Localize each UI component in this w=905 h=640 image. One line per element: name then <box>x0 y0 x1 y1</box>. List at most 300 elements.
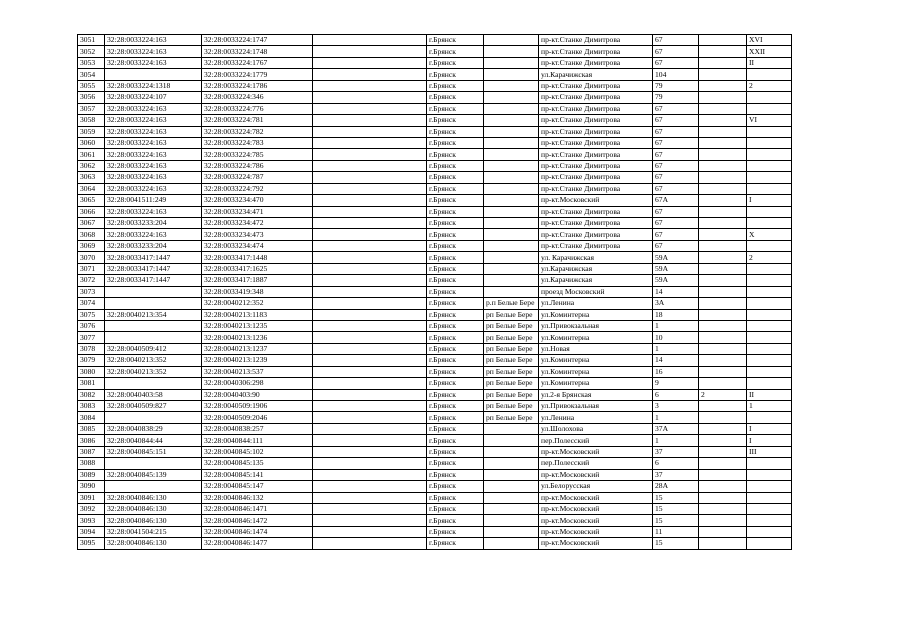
row-number: 3055 <box>78 80 105 91</box>
row-number: 3054 <box>78 69 105 80</box>
house-number-cell: 67 <box>653 206 699 217</box>
row-number: 3077 <box>78 332 105 343</box>
table-row <box>78 458 792 469</box>
premises-cell: II <box>747 57 792 68</box>
cadastral-number: 32:28:0033417:1448 <box>202 252 313 263</box>
row-number: 3079 <box>78 355 105 366</box>
city-cell: г.Брянск <box>427 160 484 171</box>
name-cell <box>313 286 427 297</box>
premises-cell <box>747 332 792 343</box>
house-number-cell: 79 <box>653 92 699 103</box>
city-cell: г.Брянск <box>427 275 484 286</box>
parent-cadastral-number: 32:28:0033224:163 <box>105 103 202 114</box>
settlement-cell <box>484 458 539 469</box>
name-cell <box>313 412 427 423</box>
premises-cell <box>747 492 792 503</box>
house-number-cell: 1 <box>653 435 699 446</box>
premises-cell: X <box>747 229 792 240</box>
cadastral-number: 32:28:0033224:776 <box>202 103 313 114</box>
cadastral-number: 32:28:0040845:141 <box>202 469 313 480</box>
row-number: 3081 <box>78 378 105 389</box>
city-cell: г.Брянск <box>427 252 484 263</box>
house-number-cell: 67 <box>653 172 699 183</box>
cadastral-number: 32:28:0033417:1887 <box>202 275 313 286</box>
table-row <box>78 183 792 194</box>
settlement-cell <box>484 137 539 148</box>
row-number: 3083 <box>78 401 105 412</box>
settlement-cell <box>484 46 539 57</box>
row-number: 3082 <box>78 389 105 400</box>
street-cell: пр-кт.Станке Димитрова <box>539 57 653 68</box>
building-cell <box>699 263 747 274</box>
cadastral-number: 32:28:0040844:111 <box>202 435 313 446</box>
parent-cadastral-number: 32:28:0033224:163 <box>105 229 202 240</box>
premises-cell: 1 <box>747 401 792 412</box>
building-cell <box>699 286 747 297</box>
street-cell: пр-кт.Станке Димитрова <box>539 218 653 229</box>
name-cell <box>313 137 427 148</box>
city-cell: г.Брянск <box>427 286 484 297</box>
premises-cell <box>747 412 792 423</box>
cadastral-number: 32:28:0033224:785 <box>202 149 313 160</box>
street-cell: пр-кт.Станке Димитрова <box>539 80 653 91</box>
table-row <box>78 446 792 457</box>
parent-cadastral-number: 32:28:0033233:204 <box>105 218 202 229</box>
parent-cadastral-number: 32:28:0033224:163 <box>105 126 202 137</box>
name-cell <box>313 526 427 537</box>
parent-cadastral-number: 32:28:0040845:139 <box>105 469 202 480</box>
parent-cadastral-number: 32:28:0040213:354 <box>105 309 202 320</box>
row-number: 3084 <box>78 412 105 423</box>
row-number: 3074 <box>78 298 105 309</box>
premises-cell: II <box>747 389 792 400</box>
settlement-cell <box>484 538 539 549</box>
row-number: 3069 <box>78 240 105 251</box>
parent-cadastral-number: 32:28:0041511:249 <box>105 195 202 206</box>
row-number: 3088 <box>78 458 105 469</box>
settlement-cell <box>484 286 539 297</box>
parent-cadastral-number: 32:28:0033224:163 <box>105 137 202 148</box>
parent-cadastral-number: 32:28:0033224:163 <box>105 160 202 171</box>
name-cell <box>313 115 427 126</box>
table-row <box>78 526 792 537</box>
house-number-cell: 67 <box>653 149 699 160</box>
parent-cadastral-number: 32:28:0040213:352 <box>105 366 202 377</box>
cadastral-number: 32:28:0040846:1477 <box>202 538 313 549</box>
table-row <box>78 92 792 103</box>
table-row <box>78 492 792 503</box>
cadastral-number: 32:28:0033234:470 <box>202 195 313 206</box>
parent-cadastral-number: 32:28:0033417:1447 <box>105 252 202 263</box>
premises-cell <box>747 481 792 492</box>
house-number-cell: 15 <box>653 503 699 514</box>
row-number: 3061 <box>78 149 105 160</box>
street-cell: ул.Коминтерна <box>539 309 653 320</box>
house-number-cell: 37 <box>653 469 699 480</box>
city-cell: г.Брянск <box>427 378 484 389</box>
building-cell <box>699 298 747 309</box>
building-cell <box>699 469 747 480</box>
street-cell: ул.2-я Брянская <box>539 389 653 400</box>
house-number-cell: 1 <box>653 412 699 423</box>
table-row <box>78 423 792 434</box>
settlement-cell <box>484 183 539 194</box>
house-number-cell: 28А <box>653 481 699 492</box>
city-cell: г.Брянск <box>427 366 484 377</box>
city-cell: г.Брянск <box>427 183 484 194</box>
street-cell: пр-кт.Московский <box>539 469 653 480</box>
row-number: 3093 <box>78 515 105 526</box>
row-number: 3053 <box>78 57 105 68</box>
building-cell <box>699 320 747 331</box>
cadastral-number: 32:28:0040213:1239 <box>202 355 313 366</box>
settlement-cell <box>484 126 539 137</box>
table-row <box>78 115 792 126</box>
table-row <box>78 515 792 526</box>
street-cell: ул.Коминтерна <box>539 378 653 389</box>
building-cell <box>699 115 747 126</box>
city-cell: г.Брянск <box>427 503 484 514</box>
settlement-cell: рп Белые Бере <box>484 366 539 377</box>
street-cell: ул.Коминтерна <box>539 355 653 366</box>
city-cell: г.Брянск <box>427 137 484 148</box>
street-cell: ул.Ленина <box>539 412 653 423</box>
settlement-cell <box>484 80 539 91</box>
table-row <box>78 137 792 148</box>
premises-cell <box>747 172 792 183</box>
name-cell <box>313 423 427 434</box>
city-cell: г.Брянск <box>427 389 484 400</box>
premises-cell <box>747 458 792 469</box>
house-number-cell: 67 <box>653 218 699 229</box>
house-number-cell: 59А <box>653 252 699 263</box>
parent-cadastral-number: 32:28:0033224:163 <box>105 206 202 217</box>
building-cell <box>699 252 747 263</box>
cadastral-number: 32:28:0033419:348 <box>202 286 313 297</box>
table-row <box>78 57 792 68</box>
building-cell <box>699 332 747 343</box>
table-row <box>78 172 792 183</box>
row-number: 3066 <box>78 206 105 217</box>
name-cell <box>313 252 427 263</box>
building-cell <box>699 458 747 469</box>
premises-cell <box>747 515 792 526</box>
settlement-cell <box>484 240 539 251</box>
name-cell <box>313 149 427 160</box>
city-cell: г.Брянск <box>427 92 484 103</box>
parent-cadastral-number <box>105 481 202 492</box>
premises-cell: XXII <box>747 46 792 57</box>
building-cell <box>699 378 747 389</box>
house-number-cell: 59А <box>653 263 699 274</box>
street-cell: пр-кт.Станке Димитрова <box>539 206 653 217</box>
settlement-cell: рп Белые Бере <box>484 309 539 320</box>
parent-cadastral-number <box>105 458 202 469</box>
city-cell: г.Брянск <box>427 126 484 137</box>
row-number: 3064 <box>78 183 105 194</box>
premises-cell <box>747 92 792 103</box>
settlement-cell <box>484 526 539 537</box>
city-cell: г.Брянск <box>427 195 484 206</box>
row-number: 3059 <box>78 126 105 137</box>
settlement-cell <box>484 252 539 263</box>
settlement-cell <box>484 92 539 103</box>
table-row <box>78 355 792 366</box>
building-cell <box>699 103 747 114</box>
row-number: 3071 <box>78 263 105 274</box>
row-number: 3056 <box>78 92 105 103</box>
name-cell <box>313 389 427 400</box>
settlement-cell <box>484 263 539 274</box>
table-row <box>78 538 792 549</box>
name-cell <box>313 46 427 57</box>
name-cell <box>313 103 427 114</box>
city-cell: г.Брянск <box>427 446 484 457</box>
cadastral-number: 32:28:0040212:352 <box>202 298 313 309</box>
building-cell <box>699 206 747 217</box>
row-number: 3060 <box>78 137 105 148</box>
street-cell: ул.Белорусская <box>539 481 653 492</box>
row-number: 3057 <box>78 103 105 114</box>
street-cell: ул.Коминтерна <box>539 332 653 343</box>
building-cell <box>699 355 747 366</box>
street-cell: пр-кт.Станке Димитрова <box>539 92 653 103</box>
building-cell <box>699 149 747 160</box>
city-cell: г.Брянск <box>427 218 484 229</box>
table-row <box>78 332 792 343</box>
house-number-cell: 67 <box>653 103 699 114</box>
house-number-cell: 67А <box>653 195 699 206</box>
parent-cadastral-number: 32:28:0040845:151 <box>105 446 202 457</box>
table-row <box>78 435 792 446</box>
table-row <box>78 206 792 217</box>
building-cell <box>699 35 747 46</box>
city-cell: г.Брянск <box>427 355 484 366</box>
city-cell: г.Брянск <box>427 481 484 492</box>
name-cell <box>313 57 427 68</box>
parent-cadastral-number: 32:28:0040844:44 <box>105 435 202 446</box>
name-cell <box>313 538 427 549</box>
street-cell: ул.Привокзальная <box>539 320 653 331</box>
name-cell <box>313 298 427 309</box>
name-cell <box>313 343 427 354</box>
table-row <box>78 503 792 514</box>
premises-cell: I <box>747 435 792 446</box>
cadastral-number: 32:28:0040845:135 <box>202 458 313 469</box>
building-cell <box>699 503 747 514</box>
name-cell <box>313 435 427 446</box>
building-cell <box>699 218 747 229</box>
name-cell <box>313 183 427 194</box>
settlement-cell: рп Белые Бере <box>484 332 539 343</box>
row-number: 3094 <box>78 526 105 537</box>
city-cell: г.Брянск <box>427 458 484 469</box>
settlement-cell <box>484 115 539 126</box>
premises-cell <box>747 126 792 137</box>
building-cell <box>699 366 747 377</box>
name-cell <box>313 320 427 331</box>
table-row <box>78 218 792 229</box>
city-cell: г.Брянск <box>427 103 484 114</box>
premises-cell <box>747 378 792 389</box>
street-cell: пр-кт.Станке Димитрова <box>539 240 653 251</box>
premises-cell <box>747 286 792 297</box>
city-cell: г.Брянск <box>427 149 484 160</box>
building-cell <box>699 137 747 148</box>
table-row <box>78 412 792 423</box>
cadastral-number: 32:28:0040213:537 <box>202 366 313 377</box>
cadastral-number: 32:28:0033224:346 <box>202 92 313 103</box>
table-row <box>78 275 792 286</box>
name-cell <box>313 160 427 171</box>
city-cell: г.Брянск <box>427 492 484 503</box>
street-cell: ул.Шолохова <box>539 423 653 434</box>
premises-cell <box>747 320 792 331</box>
street-cell: пр-кт.Московский <box>539 492 653 503</box>
premises-cell <box>747 503 792 514</box>
city-cell: г.Брянск <box>427 435 484 446</box>
premises-cell <box>747 103 792 114</box>
settlement-cell: рп Белые Бере <box>484 355 539 366</box>
table-row <box>78 320 792 331</box>
premises-cell <box>747 160 792 171</box>
street-cell: пр-кт.Станке Димитрова <box>539 172 653 183</box>
row-number: 3091 <box>78 492 105 503</box>
table-row <box>78 309 792 320</box>
row-number: 3072 <box>78 275 105 286</box>
parent-cadastral-number: 32:28:0040403:58 <box>105 389 202 400</box>
parent-cadastral-number: 32:28:0033224:163 <box>105 35 202 46</box>
city-cell: г.Брянск <box>427 469 484 480</box>
settlement-cell <box>484 481 539 492</box>
row-number: 3075 <box>78 309 105 320</box>
house-number-cell: 10 <box>653 332 699 343</box>
street-cell: ул.Привокзальная <box>539 401 653 412</box>
cadastral-number: 32:28:0040846:1471 <box>202 503 313 514</box>
building-cell <box>699 423 747 434</box>
city-cell: г.Брянск <box>427 35 484 46</box>
settlement-cell <box>484 218 539 229</box>
premises-cell <box>747 183 792 194</box>
table-row <box>78 263 792 274</box>
premises-cell <box>747 275 792 286</box>
premises-cell <box>747 218 792 229</box>
parent-cadastral-number <box>105 69 202 80</box>
street-cell: ул.Карачижская <box>539 263 653 274</box>
parent-cadastral-number: 32:28:0033224:163 <box>105 46 202 57</box>
table-row <box>78 46 792 57</box>
table-row <box>78 229 792 240</box>
settlement-cell <box>484 435 539 446</box>
city-cell: г.Брянск <box>427 263 484 274</box>
name-cell <box>313 458 427 469</box>
settlement-cell: рп Белые Бере <box>484 412 539 423</box>
premises-cell <box>747 343 792 354</box>
street-cell: пр-кт.Станке Димитрова <box>539 149 653 160</box>
premises-cell <box>747 137 792 148</box>
table-row <box>78 343 792 354</box>
settlement-cell <box>484 275 539 286</box>
cadastral-number: 32:28:0033224:787 <box>202 172 313 183</box>
name-cell <box>313 275 427 286</box>
street-cell: пр-кт.Московский <box>539 446 653 457</box>
street-cell: ул.Карачижская <box>539 69 653 80</box>
city-cell: г.Брянск <box>427 206 484 217</box>
building-cell <box>699 57 747 68</box>
settlement-cell <box>484 172 539 183</box>
house-number-cell: 18 <box>653 309 699 320</box>
street-cell: ул.Коминтерна <box>539 366 653 377</box>
building-cell <box>699 492 747 503</box>
building-cell <box>699 526 747 537</box>
house-number-cell: 11 <box>653 526 699 537</box>
settlement-cell <box>484 160 539 171</box>
house-number-cell: 67 <box>653 126 699 137</box>
premises-cell: III <box>747 446 792 457</box>
table-row <box>78 252 792 263</box>
cadastral-number: 32:28:0033417:1625 <box>202 263 313 274</box>
name-cell <box>313 92 427 103</box>
cadastral-number: 32:28:0040213:1237 <box>202 343 313 354</box>
street-cell: ул.Ленина <box>539 298 653 309</box>
row-number: 3085 <box>78 423 105 434</box>
cadastral-number: 32:28:0033224:1747 <box>202 35 313 46</box>
cadastral-number: 32:28:0033234:474 <box>202 240 313 251</box>
building-cell <box>699 515 747 526</box>
premises-cell: I <box>747 195 792 206</box>
cadastral-number: 32:28:0040846:1472 <box>202 515 313 526</box>
settlement-cell <box>484 515 539 526</box>
building-cell <box>699 309 747 320</box>
parent-cadastral-number <box>105 320 202 331</box>
city-cell: г.Брянск <box>427 309 484 320</box>
table-row <box>78 80 792 91</box>
name-cell <box>313 366 427 377</box>
cadastral-number: 32:28:0033224:1748 <box>202 46 313 57</box>
street-cell: пр-кт.Московский <box>539 503 653 514</box>
building-cell <box>699 92 747 103</box>
house-number-cell: 9 <box>653 378 699 389</box>
parent-cadastral-number: 32:28:0033224:107 <box>105 92 202 103</box>
premises-cell <box>747 149 792 160</box>
city-cell: г.Брянск <box>427 46 484 57</box>
house-number-cell: 104 <box>653 69 699 80</box>
building-cell <box>699 481 747 492</box>
house-number-cell: 67 <box>653 137 699 148</box>
settlement-cell <box>484 206 539 217</box>
settlement-cell <box>484 35 539 46</box>
street-cell: пр-кт.Московский <box>539 195 653 206</box>
settlement-cell <box>484 423 539 434</box>
premises-cell: XVI <box>747 35 792 46</box>
settlement-cell <box>484 503 539 514</box>
house-number-cell: 1 <box>653 343 699 354</box>
building-cell <box>699 446 747 457</box>
parent-cadastral-number: 32:28:0033233:204 <box>105 240 202 251</box>
table-row <box>78 378 792 389</box>
row-number: 3086 <box>78 435 105 446</box>
house-number-cell: 67 <box>653 160 699 171</box>
cadastral-number: 32:28:0033234:471 <box>202 206 313 217</box>
settlement-cell <box>484 195 539 206</box>
row-number: 3058 <box>78 115 105 126</box>
registry-table-body <box>78 35 792 550</box>
street-cell: пр-кт.Московский <box>539 515 653 526</box>
city-cell: г.Брянск <box>427 538 484 549</box>
building-cell <box>699 229 747 240</box>
cadastral-number: 32:28:0040845:147 <box>202 481 313 492</box>
cadastral-number: 32:28:0040509:1906 <box>202 401 313 412</box>
